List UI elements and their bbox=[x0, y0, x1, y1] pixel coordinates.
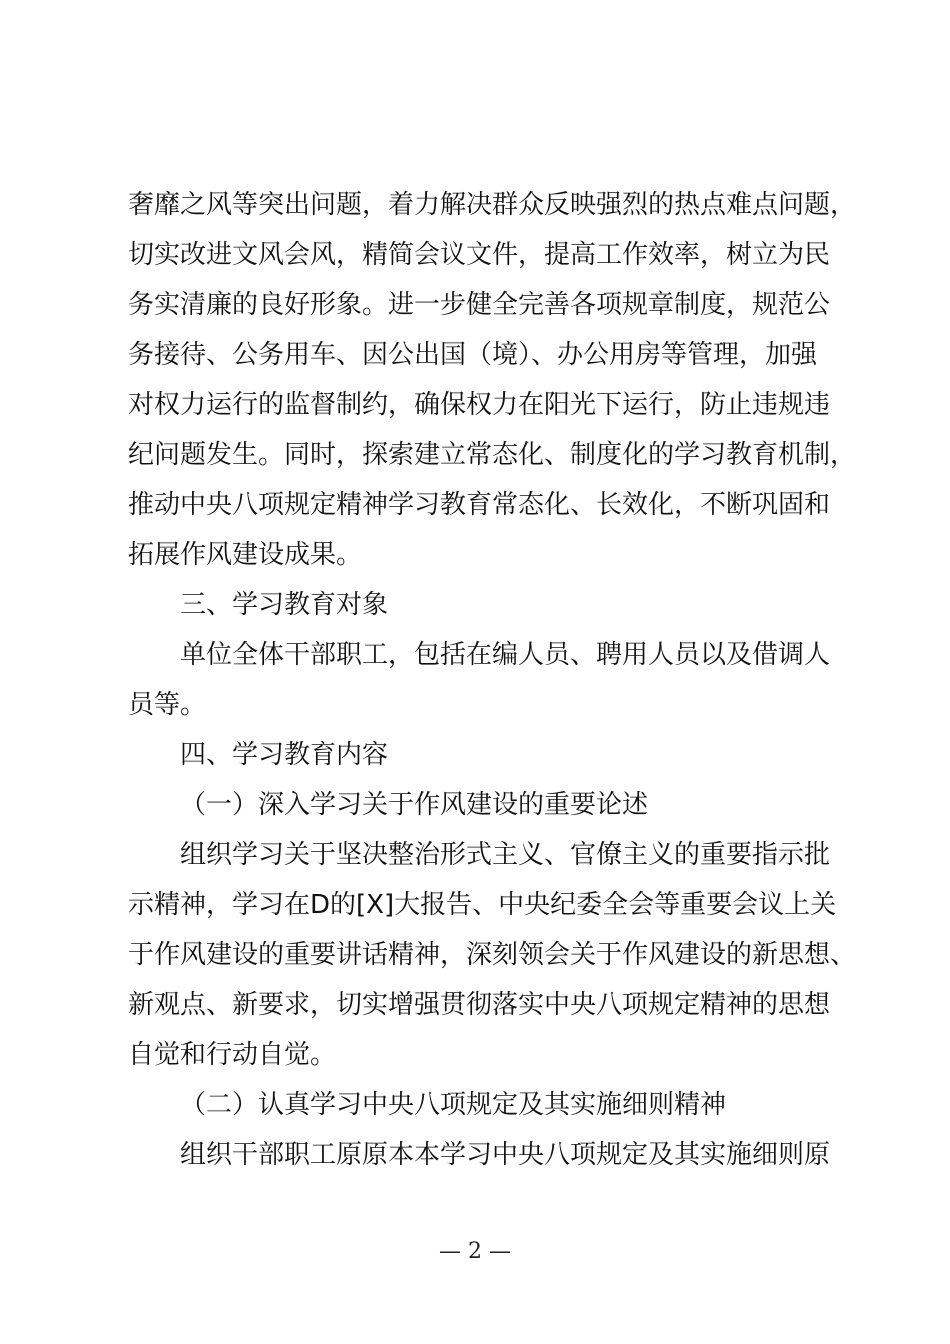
text-line: 于作风建设的重要讲话精神，深刻领会关于作风建设的新思想、 bbox=[128, 940, 857, 970]
text-line: 务实清廉的良好形象。进一步健全完善各项规章制度，规范公 bbox=[128, 290, 831, 320]
text-line: 三、学习教育对象 bbox=[180, 590, 389, 620]
text-line: 对权力运行的监督制约，确保权力在阳光下运行，防止违规违 bbox=[128, 390, 831, 420]
text-line: 四、学习教育内容 bbox=[180, 740, 389, 770]
body-text bbox=[128, 180, 858, 1180]
text-line: 组织学习关于坚决整治形式主义、官僚主义的重要指示批 bbox=[180, 840, 831, 870]
text-line: （一）深入学习关于作风建设的重要论述 bbox=[180, 790, 649, 820]
text-line: 新观点、新要求，切实增强贯彻落实中央八项规定精神的思想 bbox=[128, 990, 831, 1020]
text-line: 单位全体干部职工，包括在编人员、聘用人员以及借调人 bbox=[180, 640, 831, 670]
text-line: 切实改进文风会风，精简会议文件，提高工作效率，树立为民 bbox=[128, 240, 831, 270]
text-line: 纪问题发生。同时，探索建立常态化、制度化的学习教育机制， bbox=[128, 440, 857, 470]
text-line: 示精神，学习在D的[X]大报告、中央纪委全会等重要会议上关 bbox=[128, 890, 837, 920]
text-line: （二）认真学习中央八项规定及其实施细则精神 bbox=[180, 1090, 727, 1120]
page-number: — 2 — bbox=[439, 1239, 511, 1264]
text-line: 务接待、公务用车、因公出国（境）、办公用房等管理，加强 bbox=[128, 340, 818, 370]
text-line: 组织干部职工原原本本学习中央八项规定及其实施细则原 bbox=[180, 1140, 831, 1170]
text-line: 拓展作风建设成果。 bbox=[128, 540, 363, 570]
text-line: 自觉和行动自觉。 bbox=[128, 1040, 337, 1070]
text-line: 推动中央八项规定精神学习教育常态化、长效化，不断巩固和 bbox=[128, 490, 831, 520]
text-line: 奢靡之风等突出问题，着力解决群众反映强烈的热点难点问题， bbox=[128, 190, 857, 220]
text-line: 员等。 bbox=[128, 690, 207, 720]
